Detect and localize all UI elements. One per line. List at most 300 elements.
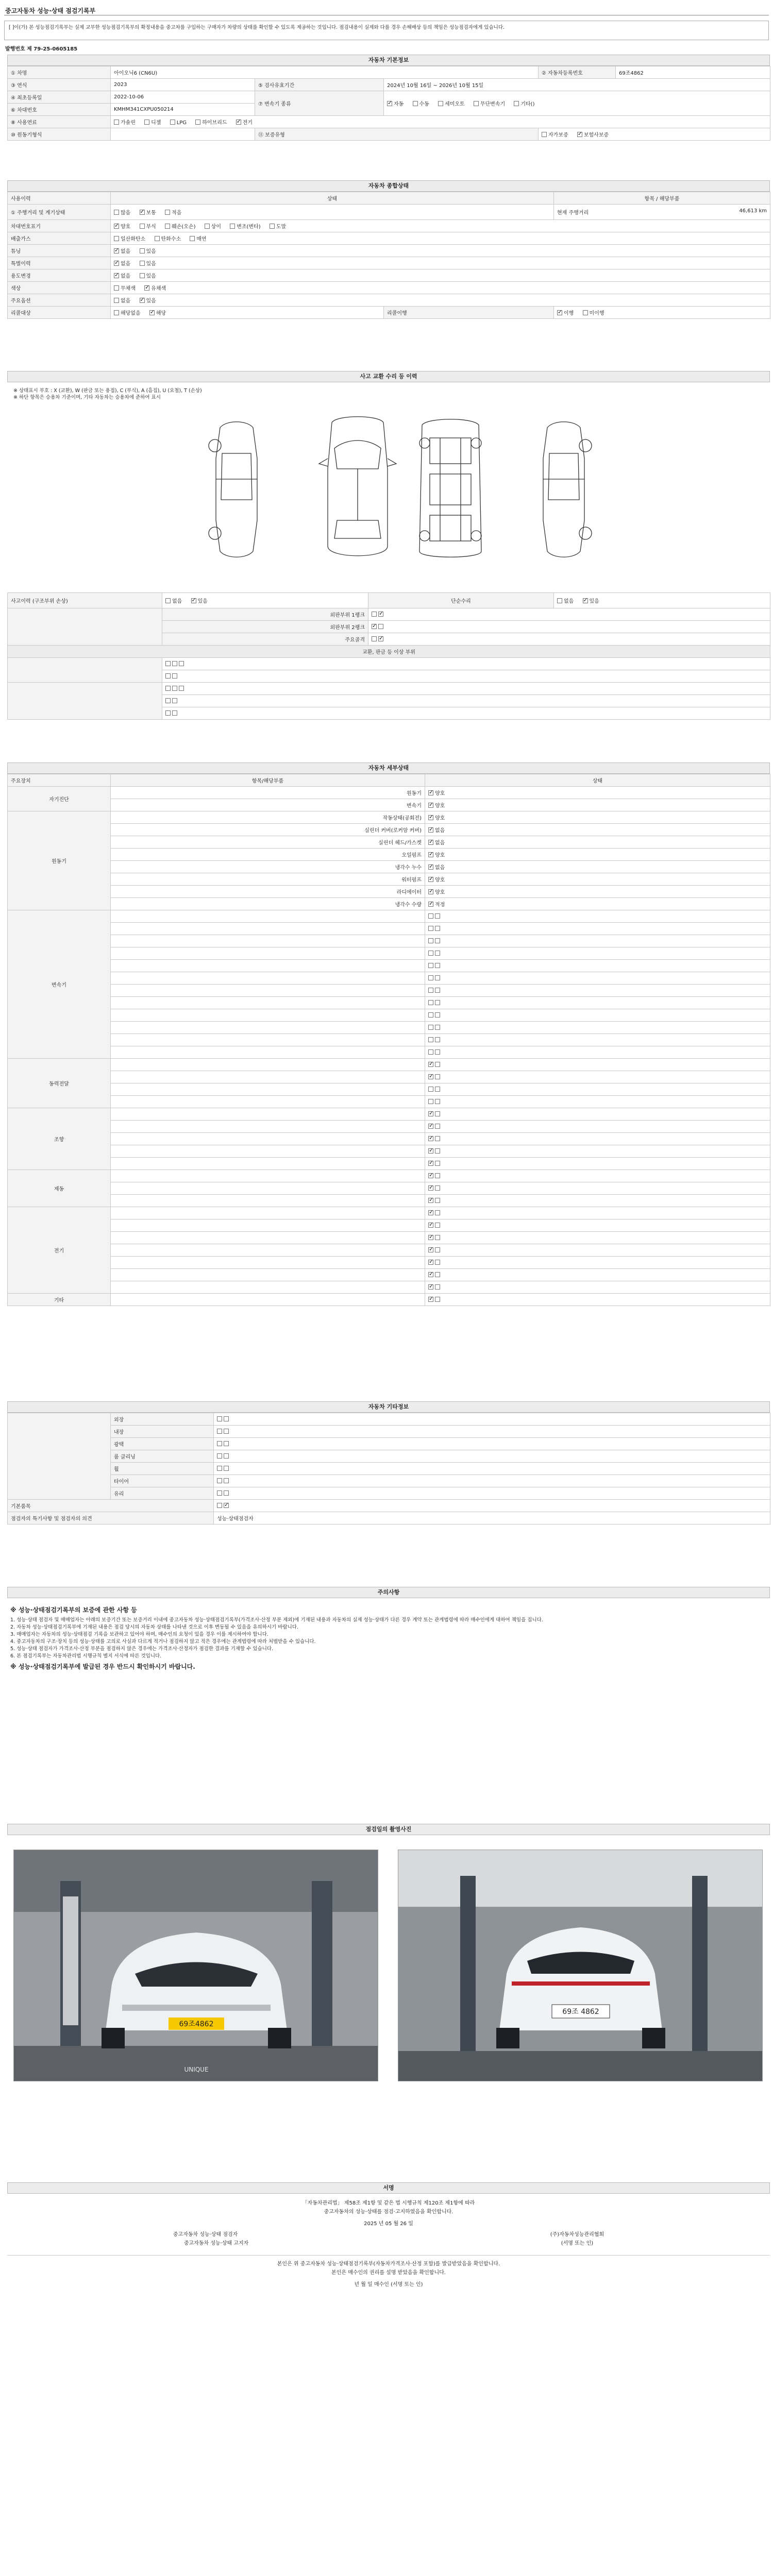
item-state [425,935,770,947]
option[interactable] [114,247,130,255]
checkbox[interactable] [179,661,184,666]
option[interactable] [155,234,181,242]
item-state [425,1269,770,1281]
checkbox[interactable] [428,988,433,993]
option-label: 이행 [564,311,574,316]
checkbox[interactable] [165,710,171,716]
field-label: ⑥ 차대번호 [8,104,111,116]
item-label: 작동상태(공회전) [111,811,425,824]
checkbox[interactable] [224,1429,229,1434]
option[interactable] [270,222,286,230]
plate-number: 69조4862 [616,66,770,79]
checkbox[interactable] [114,298,119,303]
checkbox[interactable] [217,1429,222,1434]
checkbox[interactable] [140,224,145,229]
checkbox[interactable] [435,1148,440,1154]
option-normal[interactable] [140,208,156,216]
option-label: 없음 [121,249,131,255]
checkbox[interactable] [165,673,171,679]
checkbox[interactable] [114,285,119,291]
item-label [111,1145,425,1158]
item-label [111,1182,425,1195]
checkbox[interactable] [372,636,377,641]
checkbox[interactable] [114,210,119,215]
checkbox[interactable] [428,1087,433,1092]
checkbox[interactable] [270,224,275,229]
checkbox[interactable] [190,236,195,241]
option[interactable] [205,222,221,230]
buyer-row: 년 월 일 매수인 (서명 또는 인) [354,2282,423,2287]
checkbox[interactable] [155,236,160,241]
checkbox-checked[interactable] [557,310,562,315]
option[interactable] [140,247,156,255]
checkbox[interactable] [435,1260,440,1265]
checkbox[interactable] [224,1453,229,1459]
checkbox-checked[interactable] [428,865,433,870]
column-header: 상태 [111,192,554,205]
checkbox[interactable] [114,236,119,241]
opinion-value: 성능·상태점검자 [214,1512,770,1524]
item-label [111,1207,425,1219]
checkbox[interactable] [435,1136,440,1141]
checkbox[interactable] [140,273,145,278]
option-label: 일산화탄소 [121,236,146,242]
option[interactable] [114,296,130,304]
option[interactable] [114,272,130,279]
checkbox-checked[interactable] [428,1185,433,1191]
option-label: 도말 [276,224,287,230]
row-label: 내장 [111,1426,214,1438]
option-semi[interactable] [438,99,465,107]
checkbox-checked[interactable] [428,790,433,795]
option-label: 있음 [146,249,156,255]
checkbox[interactable] [165,210,170,215]
checkbox[interactable] [435,1124,440,1129]
checkbox-checked[interactable] [378,612,383,617]
checkbox[interactable] [140,261,145,266]
state-label: 양호 [435,791,445,796]
item-state [425,1083,770,1096]
item-state [425,861,770,873]
field-label: ④ 최초등록일 [8,91,111,104]
checkbox-checked[interactable] [428,902,433,907]
checkbox[interactable] [435,1173,440,1178]
checkbox-checked[interactable] [428,1111,433,1116]
checkbox[interactable] [165,686,171,691]
field-label: ③ 연식 [8,79,111,91]
option[interactable] [140,272,156,279]
item-label [111,1096,425,1108]
checkbox[interactable] [557,598,562,603]
item-state [425,985,770,997]
checkbox-checked[interactable] [428,852,433,857]
checkbox-checked[interactable] [114,248,119,253]
checkbox[interactable] [428,926,433,931]
checkbox[interactable] [195,120,200,125]
checkbox-checked[interactable] [236,120,241,125]
checkbox[interactable] [435,938,440,943]
outer1-state [368,608,770,621]
checkbox[interactable] [165,698,171,703]
item-state [425,873,770,886]
checkbox[interactable] [428,963,433,968]
checkbox[interactable] [435,1297,440,1302]
item-label: 오일펌프 [111,849,425,861]
checkbox-checked[interactable] [428,1297,433,1302]
option[interactable] [557,597,574,604]
state-label: 양호 [435,890,445,895]
checkbox[interactable] [435,1223,440,1228]
row-label: 색상 [8,282,111,294]
item-state [425,997,770,1009]
checkbox[interactable] [542,132,547,137]
item-label [111,1108,425,1121]
option-etc[interactable] [514,99,534,107]
checkbox[interactable] [435,1025,440,1030]
checkbox[interactable] [172,698,177,703]
seller-value: (서명 또는 인) [561,2241,594,2246]
checkbox[interactable] [435,1210,440,1215]
warranty-insurer[interactable] [577,130,609,138]
checkbox[interactable] [217,1478,222,1483]
option[interactable] [230,222,260,230]
fuel-gasoline[interactable] [114,118,136,126]
checkbox-checked[interactable] [428,877,433,882]
checkbox-checked[interactable] [140,210,145,215]
group-label: 동력전달 [8,1059,111,1108]
accident-table [7,592,770,720]
checkbox[interactable] [170,120,175,125]
checkbox[interactable] [217,1441,222,1446]
section-title: 자동차 기본정보 [7,55,770,66]
item-state [425,1009,770,1022]
row-label: 기본품목 [8,1500,214,1512]
checkbox[interactable] [435,913,440,919]
item-state [425,1121,770,1133]
option-cvt[interactable] [474,99,505,107]
checkbox[interactable] [140,248,145,253]
checkbox[interactable] [372,612,377,617]
checkbox-checked[interactable] [114,273,119,278]
item-label [111,1083,425,1096]
option[interactable] [140,296,156,304]
option[interactable] [583,309,604,316]
item-state [425,1133,770,1145]
checkbox-checked[interactable] [372,624,377,629]
checkbox-checked[interactable] [428,1074,433,1079]
checkbox[interactable] [217,1416,222,1421]
fuel-diesel[interactable] [144,118,161,126]
checkbox[interactable] [217,1503,222,1508]
checkbox-checked[interactable] [428,1247,433,1252]
option[interactable] [190,234,206,242]
section-title: 주의사항 [7,1587,770,1598]
checkbox[interactable] [435,1111,440,1116]
checkbox-checked[interactable] [428,1124,433,1129]
note-line: 6. 본 점검기록부는 자동차관리법 시행규칙 별지 서식에 따른 것입니다. [10,1653,162,1659]
note-line: 5. 성능·상태 점검자가 가격조사·산정 부분을 점검하지 않은 경우에는 가격조사·산정자가 점검한 결과를 기재할 수 있습니다. [10,1646,274,1652]
checkbox[interactable] [428,1037,433,1042]
item-label [111,960,425,972]
option[interactable] [114,309,141,316]
checkbox[interactable] [428,938,433,943]
checkbox[interactable] [435,963,440,968]
checkbox[interactable] [428,1049,433,1055]
option-label: 무채색 [121,286,136,292]
checkbox-checked[interactable] [387,101,392,106]
checkbox-checked[interactable] [428,815,433,820]
option-label: 있음 [589,599,599,604]
checkbox-checked[interactable] [140,298,145,303]
item-state [425,1244,770,1257]
checkbox-checked[interactable] [378,636,383,641]
checkbox-checked[interactable] [149,310,155,315]
doc-no-value: 79-25-0605185 [33,46,78,52]
item-label [111,923,425,935]
checkbox-checked[interactable] [583,598,588,603]
signature-block [7,2199,770,2289]
option[interactable] [583,597,599,604]
field-label: ⑤ 검사유효기간 [255,79,384,91]
fuel-electric[interactable] [236,118,253,126]
checkbox-checked[interactable] [428,1148,433,1154]
checkbox[interactable] [378,624,383,629]
checkbox-checked[interactable] [144,285,149,291]
checkbox-checked[interactable] [428,1284,433,1290]
checkbox-checked[interactable] [428,1198,433,1203]
frame-state [368,633,770,646]
item-label [111,1219,425,1232]
checkbox[interactable] [474,101,479,106]
group-label: 원동기 [8,811,111,910]
row-label: 사고이력 (구조부위 손상) [8,593,162,608]
item-state [425,1022,770,1034]
option[interactable] [140,259,156,267]
note-line: 1. 성능·상태 점검자 및 매매업자는 아래의 보증기간 또는 보증거리 이내에 중고자동차 성능·상태점검기록부(가격조사·산정 부분 제외)에 기재된 내용과 자동차의 실제 성능·상태가 다른 경우 계약 또는 관계법령에 따라 매수인에게 대하여 책임을 집니다. [10,1617,543,1623]
section-title: 자동차 종합상태 [7,180,770,192]
checkbox[interactable] [435,951,440,956]
detail-section [7,762,770,1306]
option[interactable] [114,284,136,292]
row-state [214,1475,770,1487]
checkbox[interactable] [435,1247,440,1252]
checkbox[interactable] [179,686,184,691]
item-state [425,898,770,910]
checkbox[interactable] [435,1284,440,1290]
checkbox[interactable] [217,1453,222,1459]
warranty-self[interactable] [542,130,568,138]
option-label: 있음 [146,261,156,267]
checkbox[interactable] [172,710,177,716]
option[interactable] [149,309,166,316]
checkbox[interactable] [428,1012,433,1018]
checkbox-checked[interactable] [428,1062,433,1067]
checkbox[interactable] [217,1490,222,1496]
checkbox[interactable] [435,975,440,980]
checkbox[interactable] [435,988,440,993]
fuel-options [111,116,770,128]
checkbox[interactable] [514,101,519,106]
row-label: 광택 [111,1438,214,1450]
checkbox-checked[interactable] [577,132,582,137]
front-car-photo [14,1850,378,2081]
sign-line: 「자동차관리법」 제58조 제1항 및 같은 법 시행규칙 제120조 제1항에 따라 [302,2200,475,2206]
checkbox[interactable] [165,598,171,603]
main-options [111,294,770,307]
checkbox[interactable] [224,1441,229,1446]
option[interactable] [114,222,130,230]
item-label [111,1046,425,1059]
seller-label: 중고자동차 성능·상태 고지자 [183,2241,249,2246]
inspector-row [7,2230,770,2239]
item-state [425,1257,770,1269]
option[interactable] [165,597,182,604]
item-state [425,1108,770,1121]
simple-repair-options [554,593,770,608]
checkbox-checked[interactable] [428,827,433,833]
option-label: 많음 [121,210,131,216]
detail-table [7,774,770,1306]
checkbox[interactable] [413,101,418,106]
option-label: 양호 [121,224,131,230]
checkbox-checked[interactable] [428,1223,433,1228]
checkbox[interactable] [435,1049,440,1055]
checkbox-checked[interactable] [428,1173,433,1178]
field-label: ⑦ 변속기 종류 [255,91,384,116]
checkbox[interactable] [230,224,235,229]
row-state [214,1450,770,1463]
notes-final: ※ 성능·상태점검기록부에 발급된 경우 반드시 확인하시기 바랍니다. [10,1663,195,1670]
checkbox[interactable] [435,1000,440,1005]
model-year: 2023 [111,79,255,91]
option[interactable] [165,222,195,230]
option[interactable] [191,597,208,604]
option-many[interactable] [114,208,130,216]
checkbox[interactable] [428,913,433,919]
checkbox-checked[interactable] [428,840,433,845]
checkbox[interactable] [165,224,170,229]
checkbox[interactable] [217,1466,222,1471]
checkbox[interactable] [428,975,433,980]
rear-photo [398,1850,763,2081]
checkbox[interactable] [435,1012,440,1018]
option-manual[interactable] [413,99,429,107]
row-state [214,1438,770,1450]
checkbox-checked[interactable] [428,1161,433,1166]
checkbox[interactable] [435,1099,440,1104]
option-label: 가솔린 [121,120,136,126]
checkbox[interactable] [435,1235,440,1240]
row-label: 리콜이행 [384,307,554,319]
checkbox[interactable] [435,926,440,931]
checkbox[interactable] [428,1000,433,1005]
checkbox-checked[interactable] [428,1210,433,1215]
fuel-hybrid[interactable] [195,118,227,126]
checkbox-checked[interactable] [428,1260,433,1265]
basic-info-table [7,66,770,141]
checkbox[interactable] [224,1490,229,1496]
checkbox[interactable] [172,686,177,691]
option[interactable] [144,284,166,292]
checkbox[interactable] [205,224,210,229]
group-label: 조향 [8,1108,111,1170]
legend-line: ※ 하단 항목은 승용차 기준이며, 기타 자동차는 승용차에 준하여 표시 [13,395,161,400]
checkbox[interactable] [435,1037,440,1042]
checkbox[interactable] [435,1074,440,1079]
fuel-lpg[interactable] [170,120,187,126]
checkbox-checked[interactable] [114,261,119,266]
checkbox[interactable] [114,120,119,125]
row-label: 타이어 [111,1475,214,1487]
option-label: 부식 [146,224,156,230]
item-state [425,910,770,923]
legend-line: ※ 상태표시 부호 : X (교환), W (판금 또는 용접), C (부식), A (흠집), U (요철), T (손상) [13,388,202,394]
item-label [111,1133,425,1145]
option[interactable] [114,259,130,267]
checkbox[interactable] [428,1099,433,1104]
checkbox-checked[interactable] [428,889,433,894]
checkbox-checked[interactable] [428,1235,433,1240]
checkbox[interactable] [114,310,119,315]
checkbox[interactable] [428,951,433,956]
checkbox[interactable] [165,661,171,666]
checkbox[interactable] [435,1062,440,1067]
item-state [425,1059,770,1071]
item-state [425,947,770,960]
checkbox[interactable] [435,1087,440,1092]
option-auto[interactable] [387,99,404,107]
exchange-row [162,707,770,720]
checkbox[interactable] [144,120,149,125]
item-state [425,1034,770,1046]
option[interactable] [114,234,145,242]
option[interactable] [140,222,156,230]
section-title: 자동차 기타정보 [7,1401,770,1413]
checkbox[interactable] [224,1466,229,1471]
checkbox[interactable] [435,1185,440,1191]
item-state [425,886,770,898]
option-label: 유채색 [151,286,166,292]
option-label: 없음 [564,599,574,604]
checkbox[interactable] [172,673,177,679]
checkbox-checked[interactable] [428,803,433,808]
item-state [425,960,770,972]
item-label [111,1281,425,1294]
checkbox-checked[interactable] [428,1136,433,1141]
option[interactable] [557,309,574,316]
overall-status-table [7,192,770,319]
checkbox[interactable] [224,1478,229,1483]
option-few[interactable] [165,208,181,216]
checkbox-checked[interactable] [191,598,196,603]
car-name: 아이오닉6 (CN6U) [111,66,539,79]
checkbox[interactable] [172,661,177,666]
checkbox-checked[interactable] [114,224,119,229]
checkbox[interactable] [428,1025,433,1030]
row-label: 배출가스 [8,232,111,245]
checkbox-checked[interactable] [428,1272,433,1277]
checkbox[interactable] [224,1416,229,1421]
checkbox[interactable] [438,101,443,106]
group-label: 변속기 [8,910,111,1059]
checkbox[interactable] [583,310,588,315]
checkbox[interactable] [435,1272,440,1277]
checkbox[interactable] [435,1198,440,1203]
checkbox-checked[interactable] [224,1503,229,1508]
checkbox[interactable] [435,1161,440,1166]
accident-options [162,593,368,608]
item-state [425,1170,770,1182]
